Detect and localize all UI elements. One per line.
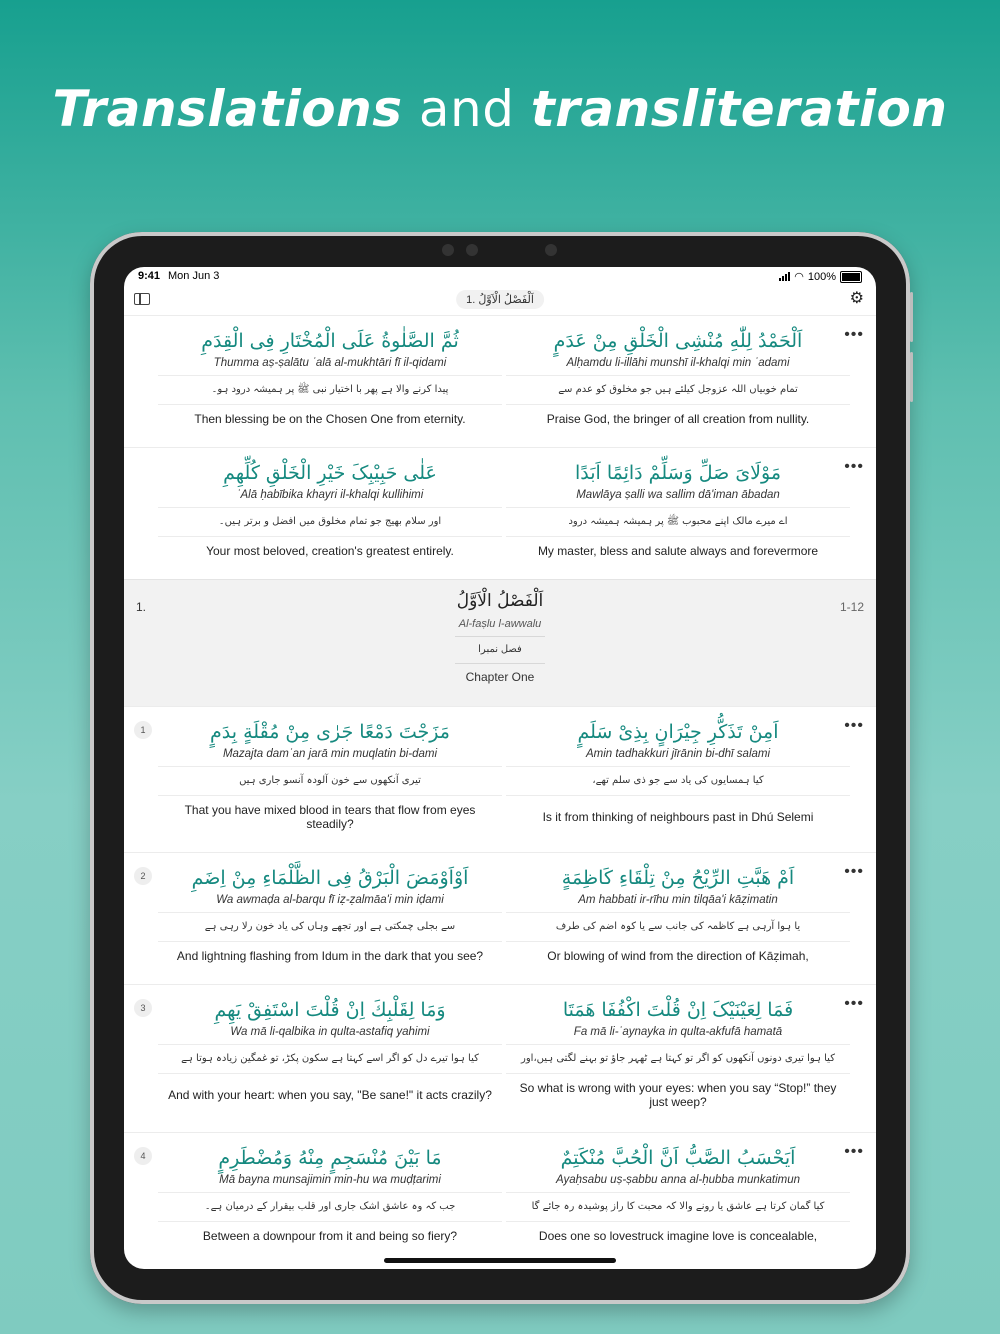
chapter-header[interactable] [124,579,876,706]
transliteration-text: Alḥamdu li-illāhi munshī il-khalqi min ʿadami [566,357,790,369]
status-bar [124,267,876,287]
english-translation: Between a downpour from it and being so fiery? [202,1229,458,1243]
verse-right-half [506,1133,850,1243]
verse-left-half [158,316,502,426]
sensor-dot-right [545,244,557,256]
verse-row [124,984,876,1132]
english-translation: Does one so lovestruck imagine love is concealable, [538,1229,818,1243]
verse-number-badge: 1 [134,721,152,739]
wifi-icon: ◠ [794,271,804,283]
sidebar-toggle-icon[interactable] [134,293,150,305]
arabic-text: ثُمَّ الصَّلٰوةُ عَلَی الْمُخْتَارِ فِی الْقِدَمِ [201,330,459,352]
transliteration-text: Mazajta damʿan jarā min muqlatin bi-dami [222,748,438,760]
arabic-text: اَمْ هَبَّتِ الرِّیْحُ مِنْ تِلْقَاءِ کَاظِمَةٍ [561,867,795,889]
urdu-translation: پیدا کرنے والا ہے پھر با اختیار نبی ﷺ پر ہمیشہ درود ہو۔ [211,384,449,395]
arabic-text: مَزَجْتَ دَمْعًا جَرٰی مِنْ مُقْلَةٍ بِدَمٍ [210,721,450,743]
chapter-verse-range: 1-12 [839,600,864,614]
verse-right-half [506,853,850,963]
urdu-translation: کیا ہوا تیری دونوں آنکھوں کو اگر تو کہتا ہے ٹھہر جاؤ تو بہنے لگتی ہیں،اور [521,1053,835,1064]
ipad-device [90,232,910,1304]
verse-number-badge: 3 [134,999,152,1017]
english-translation: And lightning flashing from Idum in the dark that you see? [176,949,484,963]
battery-percent: 100% [807,270,836,283]
arabic-text: اَلْحَمْدُ لِلّٰهِ مُنْشِی الْخَلْقِ مِنْ عَدَمٍ [553,330,803,352]
chapter-english-title: Chapter One [465,670,535,684]
urdu-translation: اور سلام بھیج جو تمام مخلوق میں افضل و برتر ہیں۔ [218,516,442,527]
verse-right-half [506,448,850,558]
transliteration-text: Wa awmaḍa al-barqu fī iẓ-ẓalmāa'i min iḍami [216,894,444,906]
transliteration-text: Mā bayna munsajimin min-hu wa muḍṭarimi [219,1174,441,1186]
english-translation: My master, bless and salute always and forevermore [537,544,819,558]
chapter-urdu-title: فصل نمبرا [478,644,522,655]
verse-right-half [506,985,850,1109]
headline [0,80,1000,138]
settings-gear-icon[interactable]: ⚙ [849,290,864,307]
english-translation: Praise God, the bringer of all creation from nullity. [546,412,810,426]
verse-number-badge: 2 [134,867,152,885]
home-indicator[interactable] [384,1258,616,1263]
urdu-translation: کیا ہمسایوں کی یاد سے جو ذی سلم تھے، [592,775,764,786]
intro-verse-row [124,315,876,447]
english-translation: So what is wrong with your eyes: when you say “Stop!” they just weep? [519,1081,837,1109]
english-translation: That you have mixed blood in tears that flow from eyes steadily? [184,803,476,831]
volume-button-up [910,292,913,342]
urdu-translation: جب کہ وہ عاشق اشک جاری اور قلب بیقرار کے درمیان ہے۔ [204,1201,456,1212]
verse-row [124,1132,876,1264]
status-time: 9:41 [138,270,161,282]
english-translation: Or blowing of wind from the direction of Kāẓimah, [547,949,809,963]
verse-row [124,706,876,852]
transliteration-text: Mawlāya ṣalli wa sallim dā'iman ābadan [576,489,780,501]
english-translation: Then blessing be on the Chosen One from eternity. [194,412,466,426]
arabic-text: عَلٰی حَبِیْبِکَ خَیْرِ الْخَلْقِ کُلِّهِمِ [223,462,437,484]
verse-left-half [158,985,502,1102]
arabic-text: فَمَا لِعَیْنَیْکَ اِنْ قُلْتَ اکْفُفَا هَمَتَا [562,999,794,1021]
cellular-signal-icon [779,272,790,281]
arabic-text: اَمِنْ تَذَکُّرِ جِیْرَانٍ بِذِیْ سَلَمٍ [577,721,779,743]
headline-and: and [402,80,531,138]
more-options-icon[interactable]: ••• [844,995,864,1012]
urdu-translation: اے میرے مالک اپنے محبوب ﷺ پر ہمیشہ ہمیشہ درود [568,516,788,527]
more-options-icon[interactable]: ••• [844,458,864,475]
status-indicators [779,270,862,283]
arabic-text: اَیَحْسَبُ الصَّبُّ اَنَّ الْحُبَّ مُنْکَتِمٌ [560,1147,796,1169]
arabic-text: وَمَا لِقَلْبِكَ اِنْ قُلْتَ اسْتَفِقْ یَهِمِ [214,999,446,1021]
english-translation: And with your heart: when you say, "Be sane!" it acts crazily? [168,1088,492,1102]
urdu-translation: تمام خوبیاں اللہ عزوجل کیلئے ہیں جو مخلوق کو عدم سے [558,384,798,395]
urdu-translation: کیا ہوا تیرے دل کو اگر اسے کہتا ہے سکون پکڑ، تو غمگین زیادہ ہوتا ہے [181,1053,479,1064]
verse-right-half [506,707,850,824]
verse-right-half [506,316,850,426]
english-translation: Your most beloved, creation's greatest entirely. [206,544,454,558]
battery-icon [840,271,862,283]
transliteration-text: Am habbati ir-rīhu min tilqāa'i kāẓimatin [578,894,778,906]
more-options-icon[interactable]: ••• [844,326,864,343]
chapter-number: 1. [136,600,147,614]
headline-translations: Translations [52,80,403,138]
verse-left-half [158,448,502,558]
intro-verses [124,315,876,579]
more-options-icon[interactable]: ••• [844,1143,864,1160]
chapter-transliteration: Al-faṣlu l-awwalu [458,618,542,630]
arabic-text: اَوْاَوْمَضَ الْبَرْقُ فِی الظَّلْمَاءِ مِنْ اِضَمِ [191,867,469,889]
status-date: Mon Jun 3 [168,270,220,282]
arabic-text: مَوْلَایَ صَلِّ وَسَلِّمْ دَائِمًا اَبَدًا [574,462,782,484]
app-screen [124,267,876,1269]
navigation-bar [124,287,876,315]
transliteration-text: Fa mā li-ʿaynayka in qulta-akfufā hamatā [573,1026,783,1038]
more-options-icon[interactable]: ••• [844,717,864,734]
arabic-text: مَا بَیْنَ مُنْسَجِمٍ مِنْهُ وَمُضْطَرِمٍ [218,1147,442,1169]
transliteration-text: Thumma aṣ-ṣalātu ʿalā al-mukhtāri fī il-qidami [213,357,447,369]
urdu-translation: تیری آنکھوں سے خون آلودہ آنسو جاری ہیں [239,775,421,786]
verse-left-half [158,853,502,963]
intro-verse-row [124,447,876,579]
volume-button-down [910,352,913,402]
urdu-translation: یا ہوا آرہی ہے کاظمہ کی جانب سے یا کوہ اضم کی طرف [555,921,801,932]
transliteration-text: Amin tadhakkuri jīrānin bi-dhī salami [585,748,771,760]
sensor-dot [442,244,454,256]
verse-number-badge: 4 [134,1147,152,1165]
verse-row [124,852,876,984]
camera-lens [466,244,478,256]
urdu-translation: سے بجلی چمکتی ہے اور تجھے وہاں کی یاد خون رلا رہی ہے [204,921,456,932]
english-translation: Is it from thinking of neighbours past in Dhú Selemi [542,810,814,824]
headline-transliteration: transliteration [530,80,948,138]
transliteration-text: Wa mā li-qalbika in qulta-astafiq yahimi [230,1026,430,1038]
verse-left-half [158,1133,502,1243]
more-options-icon[interactable]: ••• [844,863,864,880]
urdu-translation: کیا گمان کرتا ہے عاشق یا رونے والا کہ محبت کا راز پوشیدہ رہ جائے گا [531,1201,825,1212]
chapter-titles [124,588,876,686]
chapter-arabic-title: اَلْفَصْلُ الْاَوَّلُ [456,591,544,611]
verse-left-half [158,707,502,831]
transliteration-text: ʿAlā ḥabībika khayri il-khalqi kullihimi [236,489,424,501]
chapter-selector[interactable]: 1. اَلْفَصْلُ الْاَوَّلُ [456,290,544,309]
transliteration-text: Ayaḥsabu uṣ-ṣabbu anna al-ḥubba munkatimun [555,1174,801,1186]
numbered-verses [124,706,876,1264]
